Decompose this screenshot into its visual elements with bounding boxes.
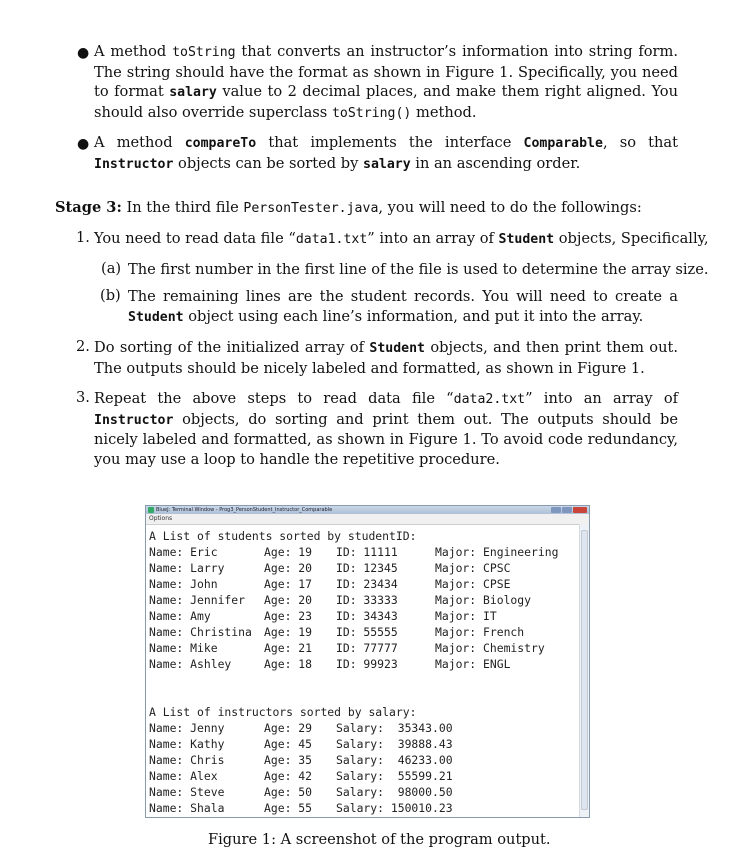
instructor-row	[149, 784, 577, 800]
instructors-header-text: A List of instructors sorted by salary:	[149, 705, 417, 719]
student-name: Name: John	[149, 577, 218, 591]
stage-text: , you will need to do the followings:	[378, 199, 642, 216]
item-text: objects, do sorting and print them out. The outputs should be nicely labeled and	[94, 410, 678, 448]
stage-code: PersonTester.java	[243, 201, 379, 216]
sub-item-text: The first number in the first line of the file is used to determine the array size.	[128, 261, 709, 278]
student-major: Major: French	[435, 625, 525, 639]
item-2-text	[94, 338, 678, 378]
bullet-code: compareTo	[184, 136, 257, 151]
instructor-salary: Salary: 98000.50	[336, 785, 453, 799]
instructors-header	[149, 704, 577, 720]
item-text: handle the repetitive procedure.	[259, 450, 500, 468]
bullet-code: toString()	[331, 105, 412, 121]
bullet-code: salary	[363, 156, 411, 172]
instructor-name: Name: Steve	[149, 785, 225, 799]
student-id: ID: 55555	[336, 625, 398, 639]
scrollbar-thumb[interactable]	[581, 530, 588, 810]
student-name: Name: Christina	[149, 625, 252, 639]
student-name: Name: Amy	[149, 609, 211, 623]
options-menu[interactable]: Options	[149, 515, 173, 522]
item-code: Student	[369, 341, 425, 356]
instructor-name: Name: Jenny	[149, 721, 225, 735]
sub-item-a-text	[128, 260, 709, 280]
instructor-row	[149, 736, 577, 752]
bullet-text: objects can be sorted by	[178, 154, 363, 172]
student-major: Major: Biology	[435, 593, 532, 607]
sub-item-code: Student	[128, 309, 184, 325]
student-id: ID: 77777	[336, 641, 398, 655]
student-age: Age: 19	[264, 545, 313, 559]
item-text: Repeat the above steps to read data file “	[94, 390, 454, 407]
instructor-name: Name: Kathy	[149, 737, 225, 751]
sub-item-text: object using each line’s information, and put it into the array.	[188, 307, 644, 325]
item-text: objects, and then print them out. The	[94, 339, 678, 377]
instructor-salary: Salary: 55599.21	[336, 769, 453, 783]
student-name: Name: Eric	[149, 545, 218, 559]
student-row	[149, 576, 577, 592]
bullet-code: Instructor	[94, 156, 174, 172]
instructor-name: Name: Shala	[149, 801, 225, 815]
instructor-row	[149, 752, 577, 768]
instructor-salary: Salary: 35343.00	[336, 721, 453, 735]
compareto-bullet-text	[94, 133, 678, 174]
student-name: Name: Larry	[149, 561, 225, 575]
student-id: ID: 11111	[336, 545, 398, 559]
item-text: Do sorting of the initialized array of	[94, 339, 370, 356]
student-row	[149, 544, 577, 560]
instructor-age: Age: 42	[264, 769, 313, 783]
student-row	[149, 608, 577, 624]
terminal-menu-bar	[146, 514, 589, 525]
bullet-icon: ●	[77, 45, 90, 61]
instructor-salary: Salary: 39888.43	[336, 737, 453, 751]
student-row	[149, 560, 577, 576]
instructor-age: Age: 55	[264, 801, 313, 815]
item-number: 2.	[76, 338, 90, 355]
student-major: Major: ENGL	[435, 657, 511, 671]
item-text: ” into an array of	[367, 230, 499, 247]
student-age: Age: 20	[264, 561, 313, 575]
instructor-row	[149, 720, 577, 736]
bullet-text: string should have the format as shown in Figure 1. Specifically, you need to format	[94, 63, 678, 100]
maximize-icon[interactable]	[562, 507, 572, 513]
item-text: You need to read data file “	[94, 230, 296, 247]
item-code: data2.txt	[453, 392, 526, 407]
bullet-code: Comparable	[523, 136, 603, 151]
student-major: Major: IT	[435, 609, 497, 623]
item-code: Student	[498, 232, 555, 247]
student-age: Age: 18	[264, 657, 313, 671]
student-major: Major: CPSC	[435, 561, 511, 575]
student-name: Name: Jennifer	[149, 593, 246, 607]
terminal-title-bar[interactable]	[146, 506, 589, 514]
item-1-text	[94, 229, 709, 250]
student-id: ID: 12345	[336, 561, 398, 575]
sub-item-label: (a)	[101, 260, 122, 277]
student-row	[149, 656, 577, 672]
terminal-scrollbar[interactable]	[579, 524, 589, 817]
bullet-code: salary	[169, 85, 217, 100]
item-number: 1.	[76, 229, 90, 246]
item-number: 3.	[76, 389, 90, 406]
item-text: ” into an array of	[525, 390, 679, 407]
sub-item-text: The remaining lines are the student records. You will need to create a	[128, 288, 678, 305]
student-row	[149, 640, 577, 656]
instructor-salary: Salary: 150010.23	[336, 801, 453, 815]
minimize-icon[interactable]	[551, 507, 561, 513]
instructor-age: Age: 45	[264, 737, 313, 751]
student-row	[149, 592, 577, 608]
item-code: Instructor	[94, 412, 174, 428]
terminal-window	[145, 505, 590, 818]
students-header	[149, 528, 577, 544]
bullet-text: that implements the interface	[256, 134, 524, 151]
bullet-icon: ●	[77, 136, 90, 152]
tostring-bullet-text	[94, 42, 678, 123]
close-icon[interactable]	[573, 507, 587, 513]
item-text: outputs should be nicely labeled and formatted, as shown in Figure 1.	[126, 359, 645, 377]
student-name: Name: Mike	[149, 641, 218, 655]
student-id: ID: 33333	[336, 593, 398, 607]
bullet-text: in an ascending order.	[410, 154, 581, 172]
student-id: ID: 34343	[336, 609, 398, 623]
instructor-name: Name: Alex	[149, 769, 218, 783]
students-header-text: A List of students sorted by studentID:	[149, 529, 417, 543]
bullet-text: , so that	[602, 134, 678, 151]
student-name: Name: Ashley	[149, 657, 232, 671]
instructor-row	[149, 800, 577, 816]
student-age: Age: 17	[264, 577, 313, 591]
instructor-salary: Salary: 46233.00	[336, 753, 453, 767]
instructor-age: Age: 35	[264, 753, 313, 767]
instructor-age: Age: 50	[264, 785, 313, 799]
student-major: Major: CPSE	[435, 577, 511, 591]
bullet-text: value to 2 decimal places, and make them right aligned. You should also	[94, 83, 678, 121]
student-age: Age: 21	[264, 641, 313, 655]
item-text: formatted, as shown in Figure 1. To avoid code redundancy, you may use a loop to	[94, 431, 678, 468]
student-major: Major: Engineering	[435, 545, 559, 559]
instructor-name: Name: Chris	[149, 753, 225, 767]
student-major: Major: Chemistry	[435, 641, 545, 655]
sub-item-label: (b)	[100, 287, 121, 304]
stage-heading	[55, 198, 695, 219]
terminal-title: BlueJ: Terminal Window - Prog3_PersonStudent_Instructor_Comparable	[156, 507, 333, 513]
instructor-row	[149, 768, 577, 784]
instructor-age: Age: 29	[264, 721, 313, 735]
bluej-app-icon	[148, 507, 154, 513]
item-text: objects, Specifically,	[554, 230, 709, 247]
item-3-text	[94, 389, 678, 469]
student-age: Age: 20	[264, 593, 313, 607]
student-id: ID: 23434	[336, 577, 398, 591]
student-age: Age: 19	[264, 625, 313, 639]
sub-item-b-text	[128, 287, 678, 327]
bullet-text: override superclass	[182, 103, 332, 121]
student-age: Age: 23	[264, 609, 313, 623]
stage-intro	[122, 199, 642, 216]
bullet-text: method.	[411, 103, 477, 121]
stage-text: In the third file	[121, 199, 244, 216]
bullet-text: A method	[94, 43, 173, 60]
student-id: ID: 99923	[336, 657, 398, 671]
stage-label: Stage 3:	[55, 199, 122, 216]
item-code: data1.txt	[295, 232, 368, 247]
window-controls	[551, 507, 587, 513]
student-row	[149, 624, 577, 640]
bullet-text: A method	[94, 134, 185, 151]
figure-caption: Figure 1: A screenshot of the program output.	[208, 831, 551, 848]
bullet-code: toString	[172, 45, 236, 60]
bullet-text: that converts an instructor’s information into string form. The	[94, 43, 678, 81]
